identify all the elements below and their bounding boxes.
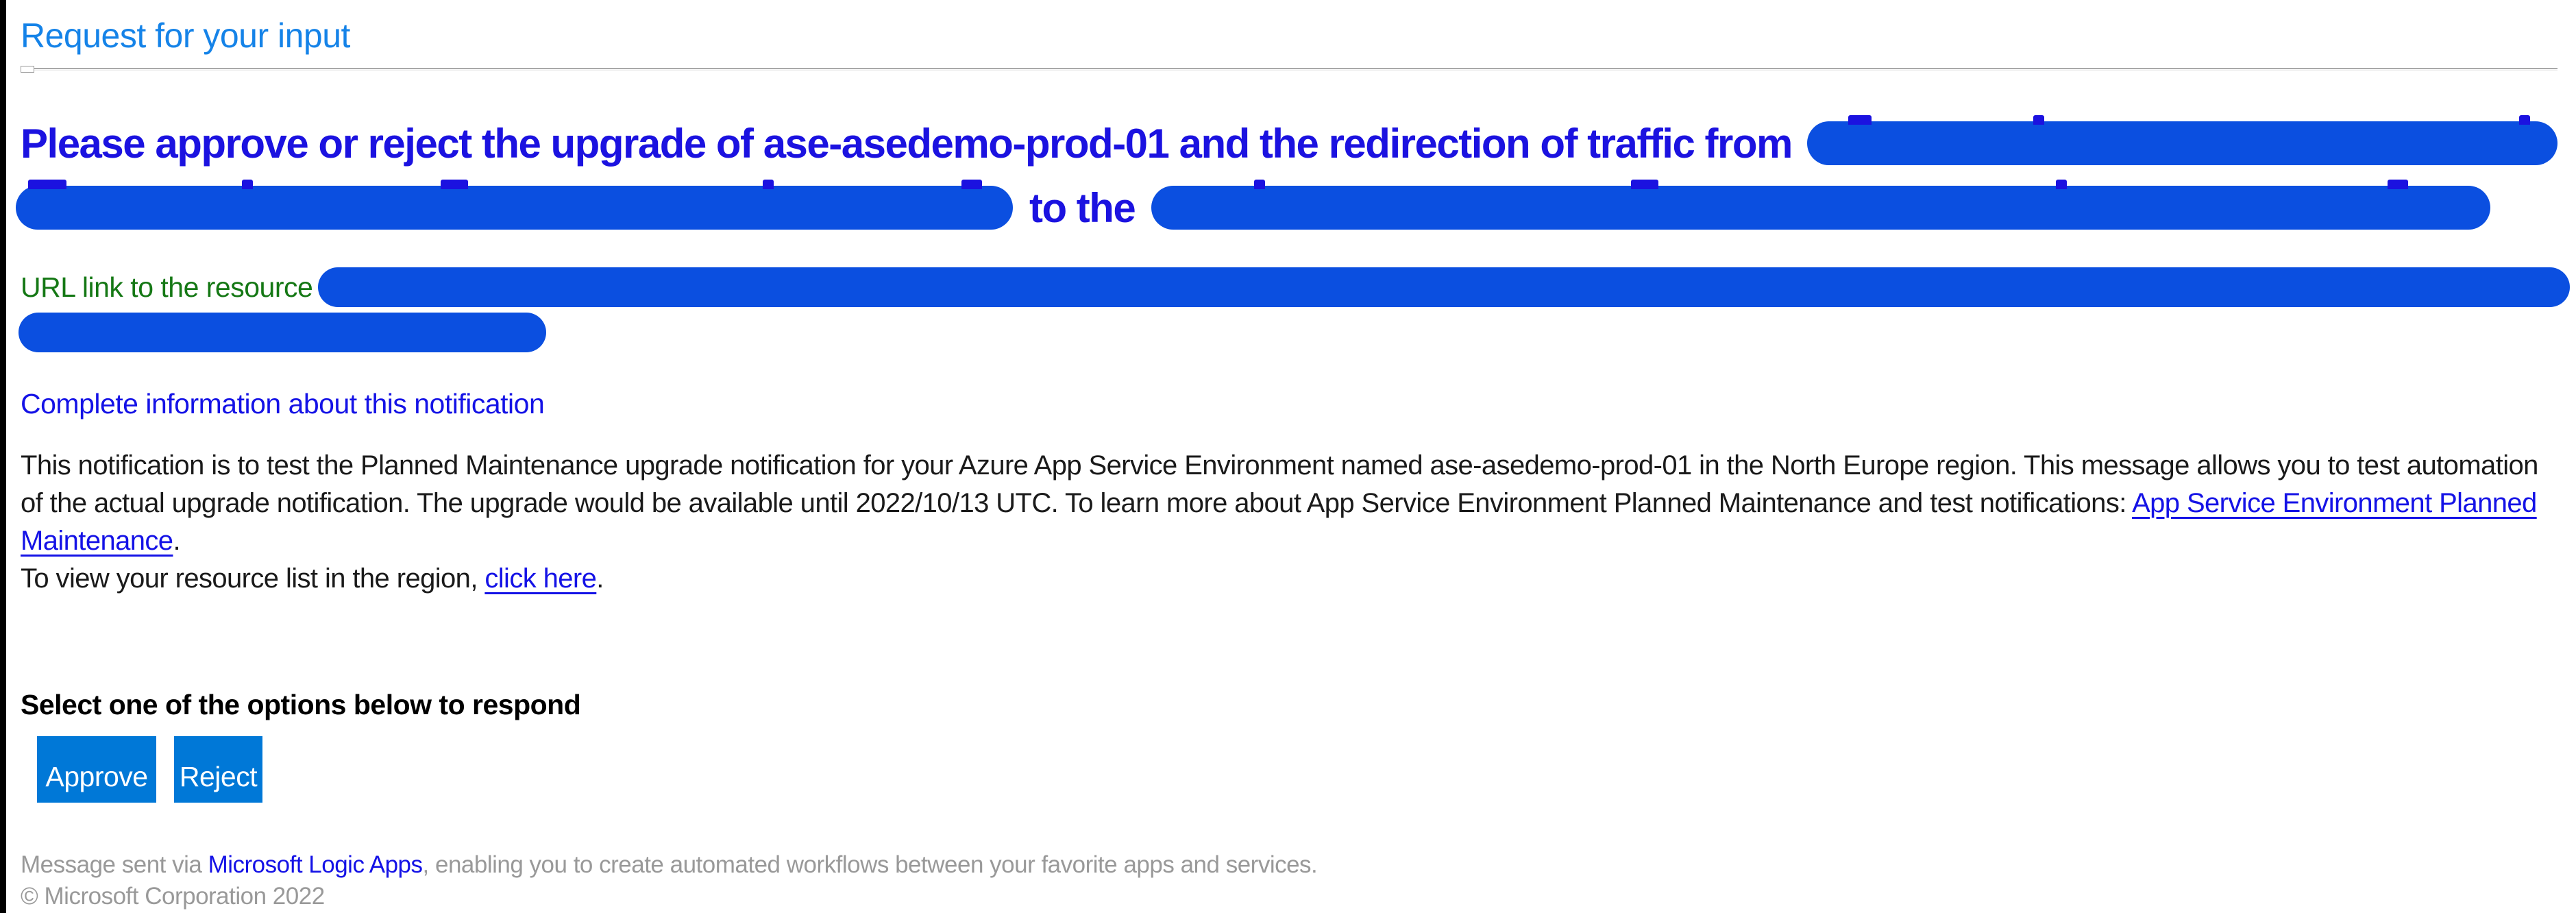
footer-sent-via [21,849,2557,881]
hidden-text-ascender [441,180,468,189]
redaction-pill [19,313,546,352]
hidden-text-ascender [1848,115,1872,125]
redaction-pill [16,186,1013,230]
respond-prompt: Select one of the options below to respond [21,689,581,720]
complete-information-link[interactable]: Complete information about this notification [21,388,545,419]
resource-url-row-2 [21,313,2557,352]
reject-button[interactable]: Reject [174,736,262,803]
hidden-text-ascender [1631,180,1658,189]
footer [21,849,2557,912]
resource-url-label: URL link to the resource [21,271,313,303]
footer-copyright: © Microsoft Corporation 2022 [21,883,325,910]
redaction-pill [1807,121,2557,165]
hidden-text-ascender [763,180,774,189]
approve-button[interactable]: Approve [37,736,156,803]
divider-line [34,68,2557,71]
redaction-pill [318,267,2570,307]
heading-line2-text: to the [1029,184,1136,231]
divider [21,66,2557,73]
hidden-text-ascender [242,180,253,189]
hidden-text-ascender [2056,180,2067,189]
email-body [6,0,2576,912]
response-buttons [37,736,2557,803]
footer-text: , enabling you to create automated workflows between your favorite apps and services. [422,851,1318,878]
hidden-text-ascender [28,180,66,189]
approval-heading [21,111,2557,240]
divider-artifact-box [21,66,34,73]
resource-url-row [21,267,2557,307]
hidden-text-ascender [1254,180,1265,189]
footer-text: Message sent via [21,851,208,878]
hidden-text-ascender [961,180,982,189]
paragraph-text: To view your resource list in the region, [21,563,485,594]
notification-paragraph [21,447,2557,598]
logic-apps-link[interactable]: Microsoft Logic Apps [208,851,423,878]
paragraph-text: This notification is to test the Planned Maintenance upgrade notification for your Azure App Service Environment named ase-asedemo-prod-01 in the North Europe region. This message allows you to test automation of the actual upgrade notification. The upgrade would be available until 2022/10/13 UTC. To learn more about App Service Environment Planned Maintenance and test notifications: [21,450,2538,518]
heading-line-2 [21,175,2557,240]
page-title: Request for your input [21,16,350,55]
paragraph-link[interactable]: App Service Environment Planned Maintenance [21,488,2537,556]
paragraph-text: . [596,563,604,594]
left-border-line [0,0,6,913]
heading-line1-text: Please approve or reject the upgrade of ase-asedemo-prod-01 and the redirection of traffic from [21,120,1792,167]
paragraph-text: . [173,526,180,556]
hidden-text-ascender [2519,115,2530,125]
hidden-text-ascender [2388,180,2408,189]
paragraph-link[interactable]: click here [484,563,597,594]
redaction-pill [1151,186,2490,230]
heading-line-1 [21,111,2557,175]
hidden-text-ascender [2033,115,2044,125]
